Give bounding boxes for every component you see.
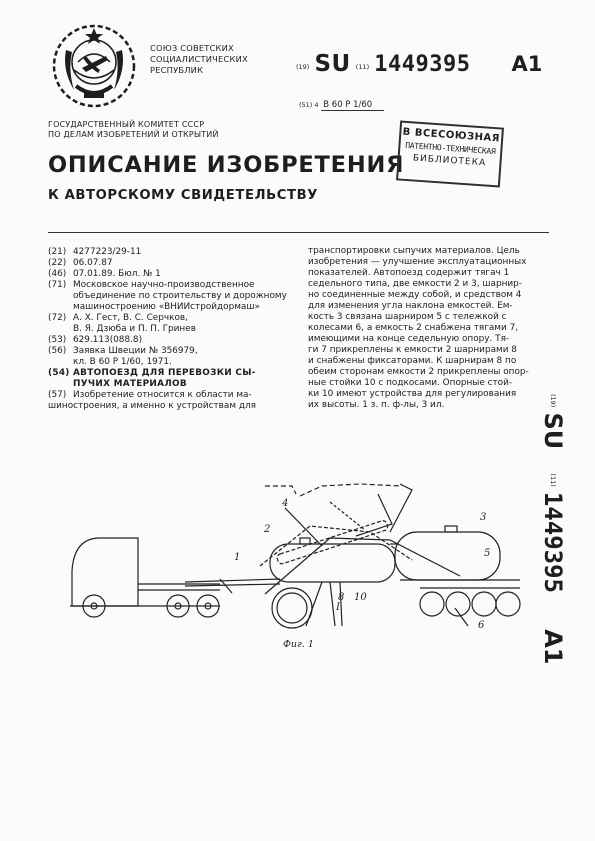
committee-line-1: ГОСУДАРСТВЕННЫЙ КОМИТЕТ СССР <box>48 120 205 129</box>
org-name-line-1: СОЮЗ СОВЕТСКИХ <box>150 43 234 53</box>
biblio-entry: объединение по строительству и дорожному <box>73 291 287 301</box>
library-stamp <box>396 120 504 187</box>
biblio-entry: машиностроению «ВНИИстройдормаш» <box>73 302 260 312</box>
biblio-entry: (71) Московское научно-производственное <box>48 280 255 290</box>
tractor-cab <box>72 538 138 606</box>
label-1: 1 <box>234 552 241 563</box>
biblio-entry: (22) 06.07.87 <box>48 258 113 268</box>
abstract-line: имеющими на конце седельную опору. Тя- <box>308 334 510 344</box>
figure-caption: Фиг. 1 <box>283 639 314 650</box>
stamp-line-1: В ВСЕСОЮЗНАЯ <box>402 126 501 145</box>
country-code-tag: (19) <box>296 63 310 71</box>
label-4: 4 <box>282 498 289 509</box>
biblio-entry: (21) 4277223/29-11 <box>48 247 142 257</box>
side-patent-number <box>537 394 567 694</box>
label-6: 6 <box>478 620 485 631</box>
country-code: SU <box>314 51 351 77</box>
abstract-line: кость 3 связана шарниром 5 с тележкой с <box>308 312 507 322</box>
biblio-entry: (56) Заявка Швеции № 356979, <box>48 346 198 356</box>
document-subtitle: К АВТОРСКОМУ СВИДЕТЕЛЬСТВУ <box>48 188 319 203</box>
ipc-value: В 60 Р 1/60 <box>321 100 384 111</box>
abstract-line: обеим сторонам емкости 2 прикреплены опор- <box>308 367 529 377</box>
invention-title-line-1: (54) АВТОПОЕЗД ДЛЯ ПЕРЕВОЗКИ СЫ- <box>48 368 256 378</box>
abstract-line: седельного типа, две емкости 2 и 3, шарнир- <box>308 279 522 289</box>
wheel <box>472 592 496 616</box>
kind-code: A1 <box>511 52 543 76</box>
header-divider <box>48 232 549 233</box>
label-2: 2 <box>264 524 271 535</box>
abstract-line: (57) Изобретение относится к области ма- <box>48 390 252 400</box>
side-patent-number-value: 1449395 <box>539 491 567 593</box>
label-5: 5 <box>484 548 491 559</box>
ipc-tag: (51) 4 <box>299 101 319 109</box>
side-country-tag: (19) <box>549 394 557 408</box>
stamp-line-3: БИБЛИОТЕКА <box>412 153 487 169</box>
label-I: I <box>336 602 340 613</box>
side-country-code: SU <box>539 412 567 450</box>
abstract-line: ги 7 прикреплены к емкости 2 шарнирами 8 <box>308 345 517 355</box>
biblio-entry: (46) 07.01.89. Бюл. № 1 <box>48 269 161 279</box>
label-10: 10 <box>354 592 367 603</box>
wheel <box>272 588 312 628</box>
document-title: ОПИСАНИЕ ИЗОБРЕТЕНИЯ <box>48 152 405 178</box>
stamp-line-2: ПАТЕНТНО-ТЕХНИЧЕСКАЯ <box>405 140 496 157</box>
tank-2 <box>270 544 395 582</box>
vehicle-drawing <box>60 476 530 651</box>
label-8: 8 <box>338 592 345 603</box>
invention-title-line-2: ПУЧИХ МАТЕРИАЛОВ <box>73 379 187 389</box>
abstract-line: ки 10 имеют устройства для регулирования <box>308 389 517 399</box>
label-3: 3 <box>480 512 487 523</box>
ussr-emblem-icon <box>48 20 140 112</box>
wheel <box>496 592 520 616</box>
abstract-line: но соединенные между собой, и средством 4 <box>308 290 522 300</box>
abstract-line: для изменения угла наклона емкостей. Ем- <box>308 301 513 311</box>
left-column <box>48 247 298 412</box>
abstract-line: транспортировки сыпучих материалов. Цель <box>308 246 520 256</box>
ipc-classification <box>299 100 384 110</box>
abstract-line: изобретения — улучшение эксплуатационных <box>308 257 527 267</box>
patent-number-block <box>296 51 542 81</box>
number-tag: (11) <box>355 63 370 71</box>
abstract-line: шиностроения, а именно к устройствам для <box>48 401 256 411</box>
abstract-line: их высоты. 1 з. п. ф-лы, 3 ил. <box>308 400 445 410</box>
biblio-entry: (53) 629.113(088.8) <box>48 335 143 345</box>
biblio-entry: кл. В 60 Р 1/60, 1971. <box>73 357 172 367</box>
biblio-entry: В. Я. Дзюба и П. П. Гринев <box>73 324 196 334</box>
abstract-line: колесами 6, а емкость 2 снабжена тягами 7, <box>308 323 519 333</box>
side-number-tag: (11) <box>549 473 557 487</box>
abstract-line: и снабжены фиксаторами. К шарнирам 8 по <box>308 356 517 366</box>
wheel <box>420 592 444 616</box>
abstract-line: ные стойки 10 с подкосами. Опорные стой- <box>308 378 513 388</box>
org-name-line-3: РЕСПУБЛИК <box>150 65 204 75</box>
committee-line-2: ПО ДЕЛАМ ИЗОБРЕТЕНИЙ И ОТКРЫТИЙ <box>48 130 219 139</box>
org-name-line-2: СОЦИАЛИСТИЧЕСКИХ <box>150 54 248 64</box>
abstract-line: показателей. Автопоезд содержит тягач 1 <box>308 268 510 278</box>
side-kind-code: A1 <box>539 629 567 665</box>
biblio-entry: (72) А. Х. Гест, В. С. Серчков, <box>48 313 188 323</box>
right-column <box>308 246 555 411</box>
patent-number: 1449395 <box>374 52 471 77</box>
